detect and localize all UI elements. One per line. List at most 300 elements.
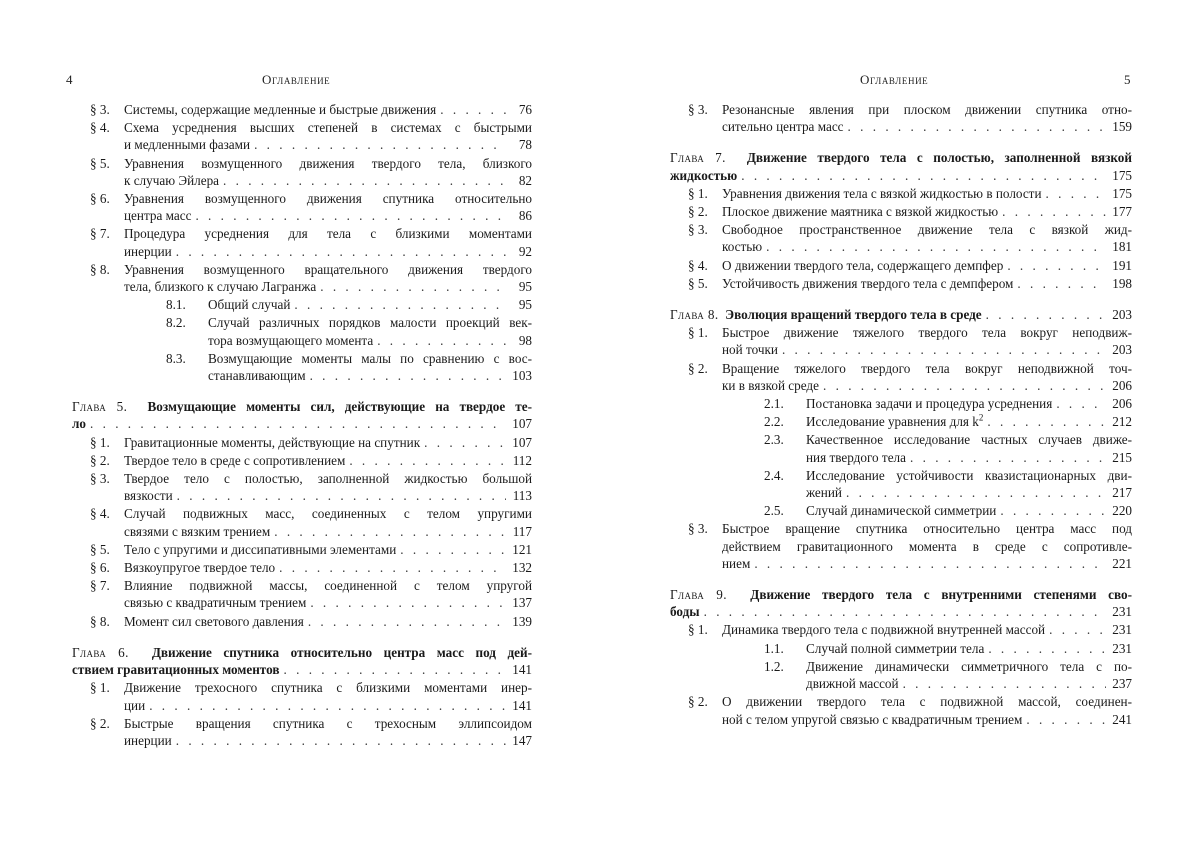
entry-body bbox=[124, 715, 532, 749]
entry-last-line bbox=[124, 732, 532, 749]
entry-number: § 4. bbox=[90, 120, 110, 136]
page-ref: 103 bbox=[512, 368, 532, 384]
entry-last-line bbox=[722, 203, 1132, 220]
entry-title-line: Движение трехосного спутника с близкими моментами инер- bbox=[124, 680, 532, 696]
dot-leader bbox=[782, 341, 1106, 358]
entry-number: § 5. bbox=[688, 275, 708, 291]
dot-leader bbox=[1000, 502, 1106, 519]
section-entry bbox=[72, 190, 532, 224]
entry-title: Постановка задачи и процедура усреднения bbox=[806, 396, 1053, 412]
subsection-entry bbox=[670, 658, 1132, 692]
page-ref: 95 bbox=[518, 297, 532, 313]
entry-last-line bbox=[722, 621, 1132, 638]
entry-number: § 3. bbox=[90, 471, 110, 487]
dot-leader bbox=[848, 118, 1106, 135]
dot-leader bbox=[910, 449, 1106, 466]
page-ref: 112 bbox=[512, 452, 532, 468]
entry-body bbox=[124, 101, 532, 118]
dot-leader bbox=[1049, 621, 1106, 638]
subsection-entry bbox=[670, 467, 1132, 501]
chapter-title-line bbox=[670, 149, 1132, 166]
page-ref: 203 bbox=[1112, 307, 1132, 323]
entry-number: § 1. bbox=[688, 622, 708, 638]
entry-body bbox=[124, 119, 532, 153]
section-entry bbox=[670, 185, 1132, 202]
entry-body bbox=[722, 324, 1132, 358]
entry-title: центра масс bbox=[124, 208, 192, 224]
entry-number: § 6. bbox=[90, 191, 110, 207]
section-entry bbox=[670, 324, 1132, 358]
entry-body bbox=[124, 434, 532, 451]
entry-body bbox=[722, 185, 1132, 202]
dot-leader bbox=[1056, 395, 1106, 412]
subsection-entry bbox=[670, 502, 1132, 519]
entry-body bbox=[722, 621, 1132, 638]
section-entry bbox=[670, 360, 1132, 394]
entry-body bbox=[806, 467, 1132, 501]
chapter-label: Глава 9. bbox=[670, 587, 727, 603]
page-ref: 82 bbox=[518, 172, 532, 188]
dot-leader bbox=[176, 732, 506, 749]
entry-title: ции bbox=[124, 697, 146, 713]
dot-leader bbox=[1017, 275, 1106, 292]
indent bbox=[670, 502, 764, 519]
entry-title: Твердое тело в среде с сопротивлением bbox=[124, 452, 346, 468]
dot-leader bbox=[987, 413, 1106, 430]
page-ref: 206 bbox=[1112, 396, 1132, 412]
indent bbox=[670, 395, 764, 412]
running-head: Оглавление bbox=[860, 72, 929, 87]
subsection-entry bbox=[670, 395, 1132, 412]
entry-title: Гравитационные моменты, действующие на спутник bbox=[124, 434, 421, 450]
page-ref: 217 bbox=[1112, 485, 1132, 501]
dot-leader bbox=[294, 296, 506, 313]
entry-title: Случай полной симметрии тела bbox=[806, 640, 985, 656]
dot-leader bbox=[1026, 711, 1106, 728]
subsection-entry bbox=[72, 314, 532, 348]
entry-number: 2.5. bbox=[764, 503, 784, 519]
chapter-title: Движение спутника относительно центра масс под дей- bbox=[151, 644, 532, 660]
entry-number: § 2. bbox=[688, 360, 708, 376]
entry-last-line bbox=[722, 711, 1132, 728]
entry-number: 8.1. bbox=[166, 297, 186, 313]
entry-title: Устойчивость движения твердого тела с демпфером bbox=[722, 275, 1014, 291]
page-ref: 212 bbox=[1112, 414, 1132, 430]
dot-leader bbox=[424, 434, 506, 451]
dot-leader bbox=[279, 559, 506, 576]
page-ref: 113 bbox=[512, 488, 532, 504]
entry-body bbox=[124, 190, 532, 224]
subsection-entry bbox=[670, 431, 1132, 465]
entry-last-line bbox=[124, 278, 532, 295]
entry-number: § 6. bbox=[90, 560, 110, 576]
chapter-heading bbox=[670, 586, 1132, 620]
dot-leader bbox=[274, 523, 506, 540]
dot-leader bbox=[1002, 203, 1106, 220]
entry-last-line bbox=[124, 207, 532, 224]
entry-title: боды bbox=[670, 604, 700, 620]
section-entry bbox=[670, 101, 1132, 135]
chapter-title-line bbox=[72, 398, 532, 415]
section-entry bbox=[670, 520, 1132, 572]
entry-number: 1.2. bbox=[764, 658, 784, 674]
entry-last-line bbox=[722, 185, 1132, 202]
page-ref: 177 bbox=[1112, 204, 1132, 220]
entry-last-line bbox=[722, 341, 1132, 358]
entry-number: § 1. bbox=[90, 434, 110, 450]
entry-body bbox=[722, 203, 1132, 220]
dot-leader bbox=[754, 555, 1106, 572]
entry-body bbox=[722, 520, 1132, 572]
section-entry bbox=[72, 452, 532, 469]
dot-leader bbox=[1007, 257, 1106, 274]
entry-last-line bbox=[806, 675, 1132, 692]
entry-last-line bbox=[722, 275, 1132, 292]
section-entry bbox=[670, 693, 1132, 727]
entry-title: движной массой bbox=[806, 676, 899, 692]
entry-number: § 3. bbox=[688, 102, 708, 117]
entry-number: § 4. bbox=[90, 506, 110, 522]
entry-title-line: Быстрое вращение спутника относительно центра масс под bbox=[722, 521, 1132, 537]
entry-title: Уравнения движения тела с вязкой жидкостью в полости bbox=[722, 185, 1042, 201]
entry-last-line bbox=[124, 434, 532, 451]
page-ref: 181 bbox=[1112, 239, 1132, 255]
chapter-title-line bbox=[72, 644, 532, 661]
page-ref: 231 bbox=[1112, 622, 1132, 638]
entry-title: инерции bbox=[124, 243, 172, 259]
entry-number: 8.3. bbox=[166, 350, 186, 366]
entry-last-line bbox=[72, 661, 532, 678]
chapter-title: Движение твердого тела с внутренними степенями сво- bbox=[750, 587, 1132, 603]
entry-title-line: Быстрые вращения спутника с трехосным эллипсоидом bbox=[124, 715, 532, 731]
page-ref: 107 bbox=[512, 416, 532, 432]
entry-title-line: Движение динамически симметричного тела с по- bbox=[806, 658, 1132, 674]
dot-leader bbox=[766, 238, 1106, 255]
dot-leader bbox=[176, 243, 506, 260]
entry-title: Вязкоупругое твердое тело bbox=[124, 560, 276, 576]
section-entry bbox=[670, 621, 1132, 638]
chapter-heading bbox=[72, 398, 532, 432]
section-entry bbox=[72, 541, 532, 558]
page-ref: 117 bbox=[512, 523, 532, 539]
entry-title-line: Случай подвижных масс, соединенных с телом упругими bbox=[124, 506, 532, 522]
entry-title-line: Схема усреднения высших степеней в системах с быстрыми bbox=[124, 120, 532, 136]
entry-last-line bbox=[722, 118, 1132, 135]
page-ref: 141 bbox=[512, 662, 532, 678]
entry-number: § 1. bbox=[688, 325, 708, 341]
dot-leader bbox=[986, 306, 1106, 323]
chapter-label: Глава 7. bbox=[670, 150, 726, 166]
page-ref: 139 bbox=[512, 613, 532, 629]
page-ref: 132 bbox=[512, 560, 532, 576]
entry-number: § 3. bbox=[90, 102, 110, 117]
entry-body bbox=[722, 101, 1132, 135]
entry-body bbox=[124, 225, 532, 259]
dot-leader bbox=[149, 697, 506, 714]
dot-leader bbox=[440, 101, 506, 118]
entry-title: тела, близкого к случаю Лагранжа bbox=[124, 279, 317, 295]
entry-number: 2.1. bbox=[764, 396, 784, 412]
entry-body bbox=[208, 296, 532, 313]
entry-number: § 7. bbox=[90, 226, 110, 242]
section-entry bbox=[72, 225, 532, 259]
entry-title-line: Уравнения возмущенного вращательного движения твердого bbox=[124, 261, 532, 277]
entry-last-line bbox=[208, 296, 532, 313]
entry-body bbox=[722, 360, 1132, 394]
entry-title-line: Резонансные явления при плоском движении спутника отно- bbox=[722, 102, 1132, 117]
entry-body bbox=[124, 452, 532, 469]
dot-leader bbox=[310, 367, 506, 384]
page-ref: 241 bbox=[1112, 711, 1132, 727]
section-entry bbox=[72, 577, 532, 611]
chapter-heading bbox=[72, 644, 532, 678]
chapter-heading bbox=[670, 306, 1132, 323]
entry-body bbox=[124, 613, 532, 630]
entry-body bbox=[806, 395, 1132, 412]
entry-title-line: Уравнения возмущенного движения твердого тела, близкого bbox=[124, 155, 532, 171]
entry-title-line: Исследование устойчивости квазистационарных дви- bbox=[806, 467, 1132, 483]
chapter-label: Глава 8. bbox=[670, 307, 719, 323]
entry-last-line bbox=[722, 238, 1132, 255]
entry-number: 2.2. bbox=[764, 414, 784, 430]
entry-title-line: Влияние подвижной массы, соединенной с телом упругой bbox=[124, 578, 532, 594]
entry-last-line bbox=[124, 541, 532, 558]
dot-leader bbox=[349, 452, 506, 469]
page-ref: 78 bbox=[518, 137, 532, 153]
page-number: 4 bbox=[66, 72, 73, 87]
entry-title: Плоское движение маятника с вязкой жидкостью bbox=[722, 204, 999, 220]
entry-number: § 2. bbox=[90, 452, 110, 468]
entry-title: связью с квадратичным трением bbox=[124, 595, 307, 611]
entry-title: Исследование уравнения для $k^2$ bbox=[806, 412, 984, 430]
entry-last-line bbox=[124, 487, 532, 504]
indent bbox=[670, 658, 764, 692]
entry-title: сительно центра масс bbox=[722, 119, 844, 135]
entry-number: § 2. bbox=[688, 694, 708, 710]
entry-last-line bbox=[124, 101, 532, 118]
entry-title: нием bbox=[722, 555, 751, 571]
page-ref: 95 bbox=[518, 279, 532, 295]
entry-last-line bbox=[124, 594, 532, 611]
page-ref: 206 bbox=[1112, 377, 1132, 393]
entry-last-line bbox=[806, 449, 1132, 466]
page-ref: 147 bbox=[512, 732, 532, 748]
entry-body bbox=[208, 314, 532, 348]
page-ref: 98 bbox=[518, 332, 532, 348]
entry-number: 8.2. bbox=[166, 315, 186, 331]
page-ref: 220 bbox=[1112, 503, 1132, 519]
dot-leader bbox=[284, 661, 506, 678]
right-page bbox=[600, 0, 1200, 850]
table-of-contents bbox=[72, 100, 532, 749]
entry-body bbox=[722, 275, 1132, 292]
entry-title-line: Твердое тело с полостью, заполненной жидкостью большой bbox=[124, 471, 532, 487]
entry-title: Системы, содержащие медленные и быстрые движения bbox=[124, 102, 437, 117]
entry-last-line bbox=[670, 603, 1132, 620]
chapter-label: Глава 5. bbox=[72, 399, 128, 415]
entry-title: ки в вязкой среде bbox=[722, 377, 819, 393]
entry-body bbox=[124, 679, 532, 713]
entry-title: Момент сил светового давления bbox=[124, 613, 304, 629]
section-entry bbox=[72, 613, 532, 630]
page-ref: 203 bbox=[1112, 342, 1132, 358]
page-ref: 121 bbox=[512, 541, 532, 557]
indent bbox=[72, 350, 166, 384]
section-entry bbox=[72, 434, 532, 451]
page-ref: 175 bbox=[1112, 185, 1132, 201]
section-entry bbox=[72, 101, 532, 118]
page-ref: 198 bbox=[1112, 275, 1132, 291]
entry-title: жений bbox=[806, 485, 842, 501]
entry-body bbox=[806, 413, 1132, 430]
entry-title: жидкостью bbox=[670, 167, 738, 183]
page-ref: 175 bbox=[1112, 167, 1132, 183]
entry-body bbox=[722, 257, 1132, 274]
entry-number: § 4. bbox=[688, 257, 708, 273]
entry-title-line: Возмущающие моменты малы по сравнению с вос- bbox=[208, 350, 532, 366]
entry-last-line bbox=[806, 413, 1132, 430]
chapter-heading bbox=[670, 149, 1132, 183]
indent bbox=[670, 640, 764, 657]
entry-body bbox=[806, 658, 1132, 692]
dot-leader bbox=[1046, 185, 1106, 202]
page-ref: 137 bbox=[512, 595, 532, 611]
entry-body bbox=[722, 693, 1132, 727]
entry-title: Динамика твердого тела с подвижной внутренней массой bbox=[722, 622, 1046, 638]
page-ref: 141 bbox=[512, 697, 532, 713]
entry-number: § 5. bbox=[90, 155, 110, 171]
entry-last-line bbox=[124, 613, 532, 630]
entry-last-line bbox=[722, 377, 1132, 394]
entry-title-line: Процедура усреднения для тела с близкими моментами bbox=[124, 226, 532, 242]
indent bbox=[670, 413, 764, 430]
indent bbox=[670, 431, 764, 465]
page-ref: 231 bbox=[1112, 640, 1132, 656]
entry-number: § 1. bbox=[90, 680, 110, 696]
entry-body bbox=[124, 505, 532, 539]
chapter-title-line bbox=[670, 306, 982, 323]
section-entry bbox=[72, 679, 532, 713]
section-entry bbox=[72, 715, 532, 749]
entry-title: ствием гравитационных моментов bbox=[72, 662, 280, 678]
entry-number: § 1. bbox=[688, 185, 708, 201]
subsection-entry bbox=[670, 413, 1132, 430]
dot-leader bbox=[846, 484, 1106, 501]
entry-last-line bbox=[806, 484, 1132, 501]
entry-number: 1.1. bbox=[764, 640, 784, 656]
dot-leader bbox=[320, 278, 506, 295]
page-ref: 86 bbox=[518, 208, 532, 224]
entry-body bbox=[124, 541, 532, 558]
entry-last-line bbox=[670, 306, 1132, 323]
entry-last-line bbox=[124, 452, 532, 469]
dot-leader bbox=[988, 640, 1106, 657]
entry-title: Случай динамической симметрии bbox=[806, 503, 997, 519]
entry-body bbox=[722, 221, 1132, 255]
chapter-title-line bbox=[670, 586, 1132, 603]
subsection-entry bbox=[72, 350, 532, 384]
entry-number: § 8. bbox=[90, 613, 110, 629]
entry-title: к случаю Эйлера bbox=[124, 172, 220, 188]
entry-title: ло bbox=[72, 416, 86, 432]
entry-number: 2.3. bbox=[764, 432, 784, 448]
dot-leader bbox=[903, 675, 1106, 692]
section-entry bbox=[72, 559, 532, 576]
entry-last-line bbox=[124, 243, 532, 260]
entry-title: костью bbox=[722, 239, 763, 255]
entry-body bbox=[806, 640, 1132, 657]
dot-leader bbox=[377, 332, 506, 349]
dot-leader bbox=[195, 207, 506, 224]
page-ref: 159 bbox=[1112, 119, 1132, 135]
entry-title: станавливающим bbox=[208, 368, 306, 384]
page-ref: 191 bbox=[1112, 257, 1132, 273]
dot-leader bbox=[400, 541, 506, 558]
page-ref: 92 bbox=[518, 243, 532, 259]
entry-title-line: О движении твердого тела с подвижной массой, соединен- bbox=[722, 694, 1132, 710]
superscript: 2 bbox=[978, 412, 984, 423]
entry-title: и медленными фазами bbox=[124, 137, 251, 153]
entry-number: § 5. bbox=[90, 541, 110, 557]
entry-title-line: Уравнения возмущенного движения спутника относительно bbox=[124, 191, 532, 207]
dot-leader bbox=[704, 603, 1106, 620]
dot-leader bbox=[310, 594, 506, 611]
entry-last-line bbox=[722, 257, 1132, 274]
entry-body bbox=[208, 350, 532, 384]
page-ref: 221 bbox=[1112, 555, 1132, 571]
entry-title: ной точки bbox=[722, 342, 778, 358]
entry-last-line bbox=[722, 555, 1132, 572]
entry-body bbox=[806, 431, 1132, 465]
entry-number: § 3. bbox=[688, 222, 708, 238]
page-ref: 107 bbox=[512, 434, 532, 450]
page-number: 5 bbox=[1124, 72, 1131, 87]
entry-body bbox=[124, 559, 532, 576]
entry-body bbox=[124, 577, 532, 611]
entry-number: § 2. bbox=[688, 204, 708, 220]
subsection-entry bbox=[670, 640, 1132, 657]
entry-last-line bbox=[124, 136, 532, 153]
page-ref: 76 bbox=[518, 102, 532, 117]
table-of-contents bbox=[670, 100, 1132, 728]
entry-title: ния твердого тела bbox=[806, 449, 906, 465]
entry-number: § 3. bbox=[688, 521, 708, 537]
entry-title: Тело с упругими и диссипативными элементами bbox=[124, 541, 397, 557]
entry-title-line: действием гравитационного момента в среде с сопротивле- bbox=[722, 538, 1132, 554]
entry-title-line: Качественное исследование частных случаев движе- bbox=[806, 432, 1132, 448]
entry-last-line bbox=[72, 415, 532, 432]
entry-last-line bbox=[806, 502, 1132, 519]
entry-last-line bbox=[124, 523, 532, 540]
indent bbox=[72, 314, 166, 348]
dot-leader bbox=[741, 167, 1106, 184]
running-head: Оглавление bbox=[262, 72, 331, 87]
dot-leader bbox=[308, 613, 506, 630]
chapter-title: Эволюция вращений твердого тела в среде bbox=[725, 307, 982, 323]
entry-title: связями с вязким трением bbox=[124, 523, 271, 539]
entry-title: Общий случай bbox=[208, 297, 291, 313]
indent bbox=[670, 467, 764, 501]
entry-last-line bbox=[670, 167, 1132, 184]
entry-number: § 2. bbox=[90, 715, 110, 731]
section-entry bbox=[670, 257, 1132, 274]
section-entry bbox=[72, 155, 532, 189]
dot-leader bbox=[90, 415, 506, 432]
entry-last-line bbox=[806, 640, 1132, 657]
entry-title: вязкости bbox=[124, 488, 173, 504]
section-entry bbox=[670, 203, 1132, 220]
entry-last-line bbox=[124, 559, 532, 576]
